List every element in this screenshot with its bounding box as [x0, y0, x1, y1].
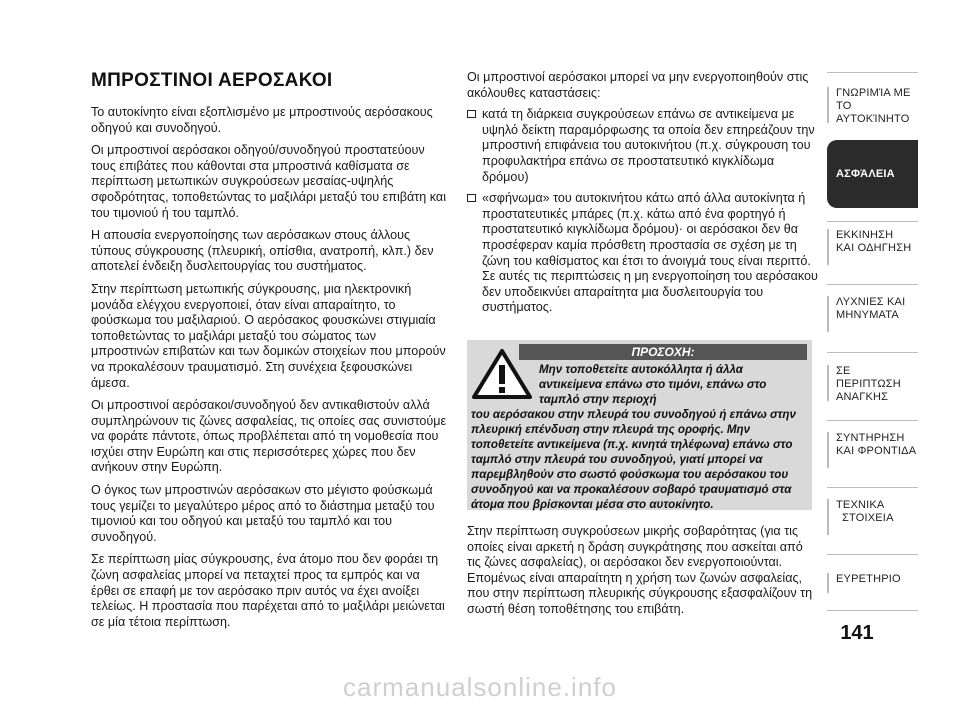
sidebar-tab-getting-to-know[interactable] — [827, 87, 918, 123]
paragraph: Οι μπροστινοί αερόσακοι οδηγού/συνοδηγού προστατεύουν τους επιβάτες που κάθονται στα μπροστινά καθίσματα σε περίπτωση μετωπικών συγκρούσεων μεσαίας-υψηλής σφοδρότητας, τοποθετώντας το μαξιλάρι μεταξύ του επιβάτη και του τιμονιού ή του ταμπλό. — [91, 143, 446, 220]
page-title: ΜΠΡΟΣΤΙΝΟΙ ΑΕΡΟΣΑΚΟΙ — [91, 70, 333, 91]
warning-text-first: Μην τοποθετείτε αυτοκόλλητα ή άλλα αντικείμενα επάνω στο τιμόνι, επάνω στο ταμπλό στην περιοχή — [539, 363, 767, 406]
sidebar-divider — [827, 352, 918, 353]
tab-label-line1: ΤΕΧΝΙΚΑ — [836, 499, 885, 511]
paragraph: Η απουσία ενεργοποίησης των αερόσακων στους άλλους τύπους σύγκρουσης (πλευρική, οπίσθια, ανατροπή, κλπ.) δεν αποτελεί ένδειξη δυσλειτουργίας του συστήματος. — [91, 228, 434, 274]
sidebar-divider — [827, 487, 918, 488]
warning-text-rest: του αερόσακου στην πλευρά του συνοδηγού ή επάνω στην πλευρική επένδυση στην πλευρά της οροφής. Μην τοποθετείτε αντικείμενα (π.χ. κινητά τηλέφωνα) επάνω στο ταμπλό στην πλευρά του συνοδηγού, γιατί μπορεί να παρεμβληθούν στο σωστό φούσκωμα του αερόσακου του συνοδηγού και να προκαλέσουν σοβαρό τραυματισμό στα άτομα που βρίσκονται μέσα στο αυτοκίνητο. — [471, 408, 796, 511]
page-number: 141 — [840, 622, 874, 644]
paragraph: Στην περίπτωση μετωπικής σύγκρουσης, μια ηλεκτρονική μονάδα ελέγχου ενεργοποιεί, όταν είναι απαραίτητο, το φούσκωμα του μαξιλαριού. Ο αερόσακος φουσκώνει στιγμιαία τοποθετώντας το μαξιλάρι μεταξύ του σώματος των μπροστινών επιβατών και των δομικών στοιχείων που μπορούν να προκαλέσουν τραυματισμό. Στη συνέχεια ξεφουσκώνει άμεσα. — [91, 281, 446, 390]
tab-label-line1: ΓΝΩΡΙΜΊΑ ΜΕ — [836, 87, 911, 99]
tab-label-line2: ΚΑΙ ΟΔΗΓΗΣΗ — [836, 242, 912, 254]
paragraph: Ο όγκος των μπροστινών αερόσακων στο μέγιστο φούσκωμά τους γεμίζει το μεγαλύτερο μέρος από το διάστημα μεταξύ του τιμονιού και του οδηγού και μεταξύ του ταμπλό και του συνοδηγού. — [91, 483, 435, 544]
warning-box — [467, 340, 812, 510]
tab-label-line1: ΛΥΧΝΙΕΣ ΚΑΙ — [836, 296, 906, 308]
warning-heading: ΠΡΟΣΟΧΗ: — [519, 344, 807, 360]
right-column-after — [467, 524, 819, 618]
tab-label-line1: ΣΕ ΠΕΡΙΠΤΩΣΗ — [836, 365, 901, 390]
bullet-item — [467, 107, 819, 185]
sidebar-tab-starting-driving[interactable] — [827, 229, 918, 265]
checkbox-bullet-icon — [467, 194, 476, 202]
tab-label-line1: ΑΣΦΆΛΕΙΑ — [836, 168, 895, 180]
tab-label-line2: ΑΝΑΓΚΗΣ — [836, 391, 889, 403]
tab-label-line2: ΤΟ ΑΥΤΟΚΊΝΗΤΟ — [836, 100, 910, 125]
sidebar-tab-lights-messages[interactable] — [827, 296, 918, 332]
paragraph: Οι μπροστινοί αερόσακοι μπορεί να μην ενεργοποιηθούν στις ακόλουθες καταστάσεις: — [467, 70, 809, 100]
left-column — [91, 70, 447, 637]
checkbox-bullet-icon — [467, 110, 476, 118]
tab-label-line1: ΣΥΝΤΗΡΗΣΗ — [836, 432, 905, 444]
sidebar-tab-safety[interactable] — [827, 140, 918, 208]
sidebar-divider — [827, 284, 918, 285]
sidebar-divider — [827, 554, 918, 555]
paragraph: Το αυτοκίνητο είναι εξοπλισμένο με μπροστινούς αερόσακους οδηγού και συνοδηγού. — [91, 105, 433, 135]
right-column — [467, 70, 819, 322]
warning-text — [471, 362, 807, 512]
bullet-text: κατά τη διάρκεια συγκρούσεων επάνω σε αντικείμενα με υψηλό δείκτη παραμόρφωσης τα οποία δεν επηρεάζουν την μπροστινή επιφάνεια του αυτοκινήτου (π.χ. σύγκρουση του προφυλακτήρα επάνω σε προστατευτικό κιγκλίδωμα δρόμου) — [482, 107, 815, 184]
tab-label-line1: ΕΥΡΕΤΗΡΙΟ — [836, 573, 901, 585]
watermark: carmanualsonline.info — [343, 672, 617, 702]
sidebar-tab-technical-data[interactable] — [827, 499, 918, 535]
paragraph: Στην περίπτωση συγκρούσεων μικρής σοβαρότητας (για τις οποίες είναι αρκετή η δράση συγκράτησης που ασκείται από τις ζώνες ασφαλείας), οι αερόσακοι δεν ενεργοποιούνται. Επομένως είναι απαραίτητη η χρήση των ζωνών ασφαλείας, που στην περίπτωση πλευρικής σύγκρουσης εξασφαλίζουν τη σωστή θέση τοποθέτησης του επιβάτη. — [467, 524, 813, 616]
paragraph: Οι μπροστινοί αερόσακοι/συνοδηγού δεν αντικαθιστούν αλλά συμπληρώνουν τις ζώνες ασφαλείας, τις οποίες σας συνιστούμε να φοράτε πάντοτε, όπως προβλέπεται από τη νομοθεσία που ισχύει στην Ευρώπη και στις περισσότερες χώρες που δεν ανήκουν στην Ευρώπη. — [91, 398, 447, 475]
tab-label-line2: ΣΤΟΙΧΕΙΑ — [842, 512, 894, 524]
sidebar-tab-maintenance[interactable] — [827, 432, 918, 468]
bullet-text: «σφήνωμα» του αυτοκινήτου κάτω από άλλα αυτοκίνητα ή προστατευτικές μπάρες (π.χ. κάτω από ένα φορτηγό ή προστατευτικό κιγκλίδωμα δρόμου)· οι αερόσακοι δεν θα προσέφεραν καμία πρόσθετη προστασία σε σχέση με τη ζώνη του καθίσματος και έτσι το άνοιγμά τους είναι περιττό. Σε αυτές τις περιπτώσεις η μη ενεργοποίηση του αερόσακου δεν υποδεικνύει απαραίτητα μια δυσλειτουργία του συστήματος. — [482, 191, 818, 315]
sidebar-divider — [827, 72, 918, 73]
tab-label-line2: ΚΑΙ ΦΡΟΝΤΙΔΑ — [836, 445, 917, 457]
sidebar-divider — [827, 420, 918, 421]
sidebar-divider — [827, 221, 918, 222]
bullet-item — [467, 191, 819, 316]
sidebar-divider — [827, 610, 918, 611]
paragraph: Σε περίπτωση μίας σύγκρουσης, ένα άτομο που δεν φοράει τη ζώνη ασφαλείας μπορεί να πεταχτεί προς τα εμπρός και να έρθει σε επαφή με τον αερόσακο πριν αυτός να έχει ανοίξει τελείως. Η προστασία που παρέχεται από το μαξιλάρι μειώνεται σε μία τέτοια περίπτωση. — [91, 552, 445, 629]
tab-label-line2: ΜΗΝΥΜΑΤΑ — [836, 309, 899, 321]
sidebar-tab-index[interactable] — [827, 573, 918, 593]
tab-label-line1: ΕΚΚΙΝΗΣΗ — [836, 229, 894, 241]
sidebar-tab-emergency[interactable] — [827, 365, 918, 401]
